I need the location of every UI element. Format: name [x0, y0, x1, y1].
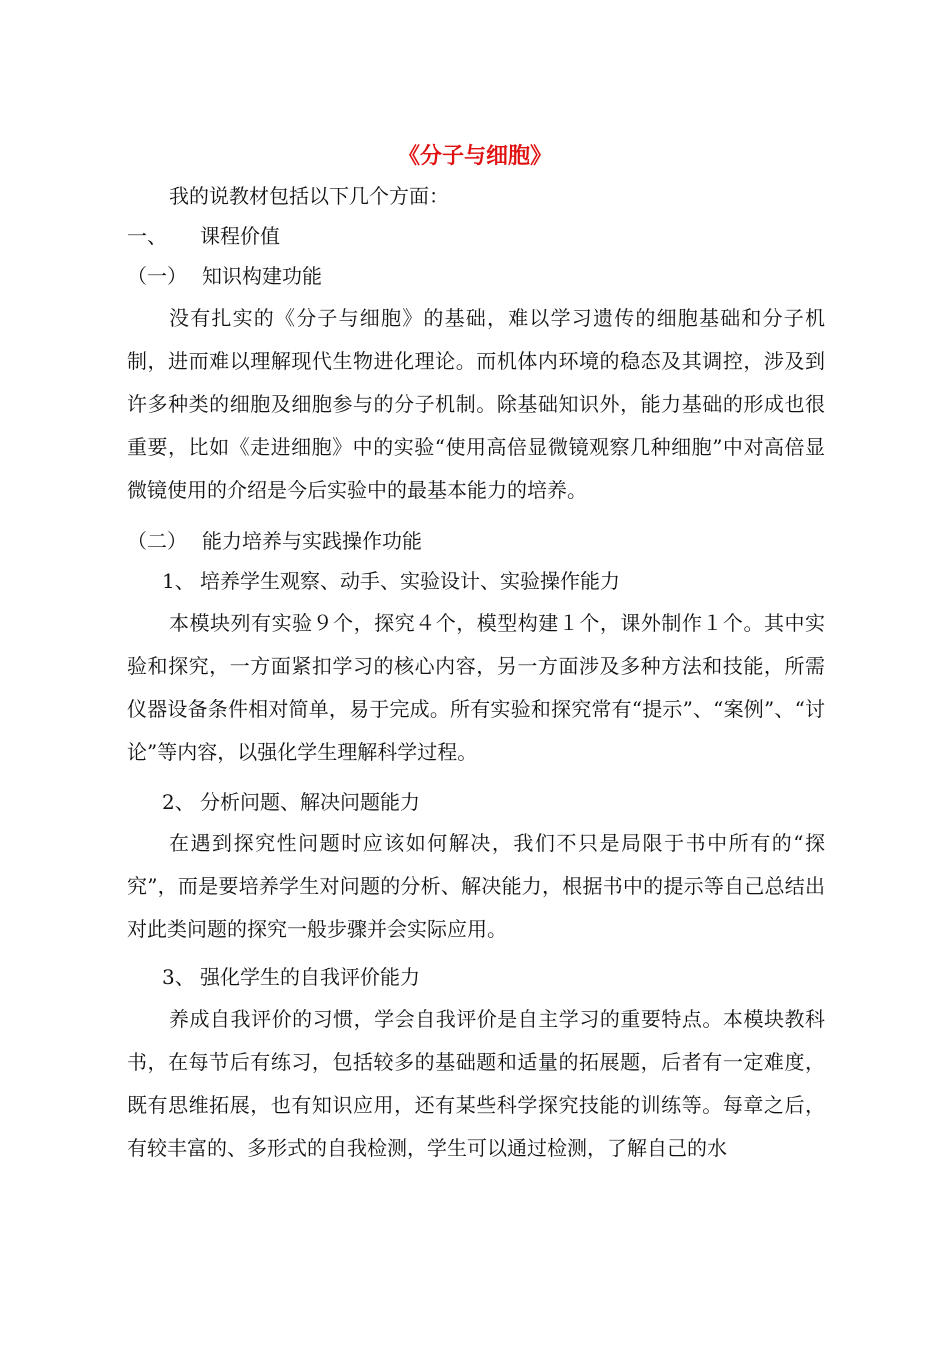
- section-1-heading: 课程价值: [200, 224, 280, 248]
- subsection-2-label: （二）: [127, 529, 187, 553]
- item-2-heading: 分析问题、解决问题能力: [200, 790, 420, 814]
- paragraph-text: 在遇到探究性问题时应该如何解决，我们不只是局限于书中所有的“探究”，而是要培养学生对问题的分析、解决能力，根据书中的提示等自己总结出对此类问题的探究一般步骤并会实际应用。: [127, 831, 825, 941]
- paragraph-text: 没有扎实的《分子与细胞》的基础，难以学习遗传的细胞基础和分子机制，进而难以理解现代生物进化理论。而机体内环境的稳态及其调控，涉及到许多种类的细胞及细胞参与的分子机制。除基础知识外，能力基础的形成也很重要，比如《走进细胞》中的实验“使用高倍显微镜观察几种细胞”中对高倍显微镜使用的介绍是今后实验中的最基本能力的培养。: [127, 306, 825, 502]
- section-1-number: 一、: [127, 224, 167, 248]
- item-3-heading: 强化学生的自我评价能力: [200, 965, 420, 989]
- item-1-paragraph: [127, 602, 825, 774]
- subsection-2-heading: 能力培养与实践操作功能: [202, 529, 422, 553]
- item-3-paragraph: [127, 998, 825, 1170]
- subsection-1-label: （一）: [127, 264, 187, 288]
- intro-line: 我的说教材包括以下几个方面：: [169, 184, 449, 208]
- paragraph-text: 本模块列有实验９个，探究４个，模型构建１个，课外制作１个。其中实验和探究，一方面紧扣学习的核心内容，另一方面涉及多种方法和技能，所需仪器设备条件相对简单，易于完成。所有实验和探究常有“提示”、“案例”、“讨论”等内容，以强化学生理解科学过程。: [127, 611, 825, 764]
- subsection-1-heading: 知识构建功能: [202, 264, 322, 288]
- item-3-number: 3、: [162, 965, 195, 989]
- subsection-1-paragraph: [127, 297, 825, 512]
- item-1-heading: 培养学生观察、动手、实验设计、实验操作能力: [200, 569, 620, 593]
- item-2-number: 2、: [162, 790, 195, 814]
- item-1-number: 1、: [162, 569, 195, 593]
- item-2-paragraph: [127, 822, 825, 951]
- paragraph-text: 养成自我评价的习惯，学会自我评价是自主学习的重要特点。本模块教科书，在每节后有练习，包括较多的基础题和适量的拓展题，后者有一定难度，既有思维拓展，也有知识应用，还有某些科学探究技能的训练等。每章之后，有较丰富的、多形式的自我检测，学生可以通过检测，了解自己的水: [127, 1007, 825, 1160]
- document-title: 《分子与细胞》: [397, 143, 552, 169]
